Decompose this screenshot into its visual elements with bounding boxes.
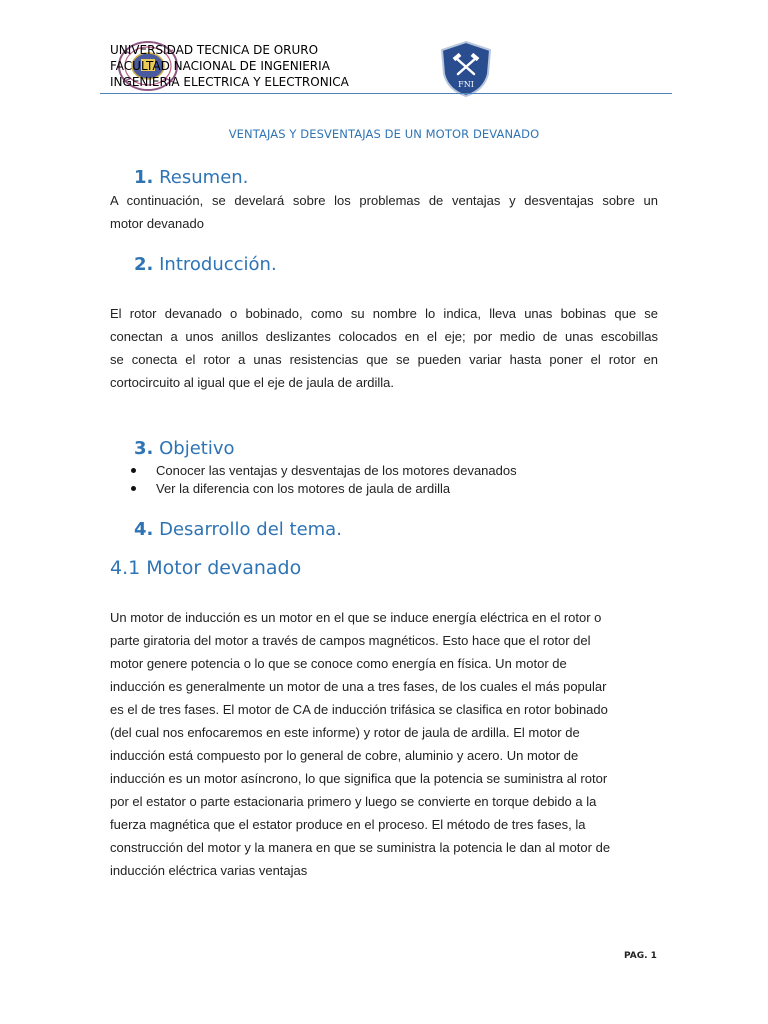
section-1-line: A continuación, se develará sobre los problemas de ventajas y desventajas sobre un bbox=[110, 193, 658, 208]
section-4-line: por el estator o parte estacionaria primero y luego se convierte en torque debido a la bbox=[110, 794, 597, 809]
header-faculty-line: FACULTAD NACIONAL DE INGENIERIA bbox=[110, 59, 330, 73]
section-3-title: Objetivo bbox=[159, 438, 235, 459]
subsection-4-1-heading: 4.1 Motor devanado bbox=[110, 557, 302, 579]
section-1-line: motor devanado bbox=[110, 216, 204, 231]
section-4-number: 4. bbox=[134, 519, 154, 540]
section-4-title: Desarrollo del tema. bbox=[159, 519, 342, 540]
section-4-line: motor genere potencia o lo que se conoce como energía en física. Un motor de bbox=[110, 656, 567, 671]
list-item bbox=[131, 462, 517, 480]
section-2-line: se conecta el rotor a unas resistencias que se pueden variar hasta poner el rotor en bbox=[110, 352, 658, 367]
fni-shield-label: FNI bbox=[458, 80, 474, 89]
section-2-line: conectan a unos anillos deslizantes colocados en el eje; por medio de unas escobillas bbox=[110, 329, 658, 344]
section-4-line: inducción es un motor asíncrono, lo que significa que la potencia se suministra al rotor bbox=[110, 771, 608, 786]
bullet-icon bbox=[131, 468, 136, 473]
section-2-line: El rotor devanado o bobinado, como su nombre lo indica, lleva unas bobinas que se bbox=[110, 306, 658, 321]
header-department-line: INGENIERIA ELECTRICA Y ELECTRONICA bbox=[110, 75, 349, 89]
section-1-paragraph bbox=[110, 189, 658, 235]
section-4-line: (del cual nos enfocaremos en este informe) y rotor de jaula de ardilla. El motor de bbox=[110, 725, 580, 740]
section-4-heading bbox=[134, 519, 342, 540]
header-university-line: UNIVERSIDAD TECNICA DE ORURO bbox=[110, 43, 319, 57]
section-2-paragraph bbox=[110, 302, 658, 394]
section-2-line: cortocircuito al igual que el eje de jaula de ardilla. bbox=[110, 375, 395, 390]
section-2-number: 2. bbox=[134, 254, 154, 275]
fni-shield-icon bbox=[440, 40, 492, 98]
section-4-line: inducción está compuesto por lo general de cobre, aluminio y acero. Un motor de bbox=[110, 748, 579, 763]
section-4-line: inducción es generalmente un motor de una a tres fases, de los cuales el más popular bbox=[110, 679, 607, 694]
header-rule bbox=[100, 93, 672, 94]
section-3-number: 3. bbox=[134, 438, 154, 459]
section-2-title: Introducción. bbox=[159, 254, 277, 275]
section-1-title: Resumen. bbox=[159, 167, 249, 188]
page-number: PAG. 1 bbox=[624, 951, 657, 961]
objective-list bbox=[131, 462, 517, 498]
document-title: VENTAJAS Y DESVENTAJAS DE UN MOTOR DEVANADO bbox=[228, 127, 540, 141]
section-4-line: es el de tres fases. El motor de CA de inducción trifásica se clasifica en rotor bobinado bbox=[110, 702, 608, 717]
bullet-icon bbox=[131, 486, 136, 491]
list-item-text: Ver la diferencia con los motores de jaula de ardilla bbox=[156, 481, 451, 496]
header-institution-text bbox=[110, 42, 349, 90]
section-1-heading bbox=[134, 167, 248, 188]
section-4-line: inducción eléctrica varias ventajas bbox=[110, 863, 308, 878]
list-item-text: Conocer las ventajas y desventajas de los motores devanados bbox=[156, 463, 517, 478]
section-1-number: 1. bbox=[134, 167, 154, 188]
section-3-heading bbox=[134, 438, 235, 459]
section-2-heading bbox=[134, 254, 277, 275]
section-4-paragraph bbox=[110, 606, 658, 882]
list-item bbox=[131, 480, 517, 498]
section-4-line: construcción del motor y la manera en que se suministra la potencia le dan al motor de bbox=[110, 840, 611, 855]
section-4-line: parte giratoria del motor a través de campos magnéticos. Esto hace que el rotor del bbox=[110, 633, 591, 648]
section-4-line: Un motor de inducción es un motor en el que se induce energía eléctrica en el rotor o bbox=[110, 610, 602, 625]
section-4-line: fuerza magnética que el estator produce en el proceso. El método de tres fases, la bbox=[110, 817, 586, 832]
